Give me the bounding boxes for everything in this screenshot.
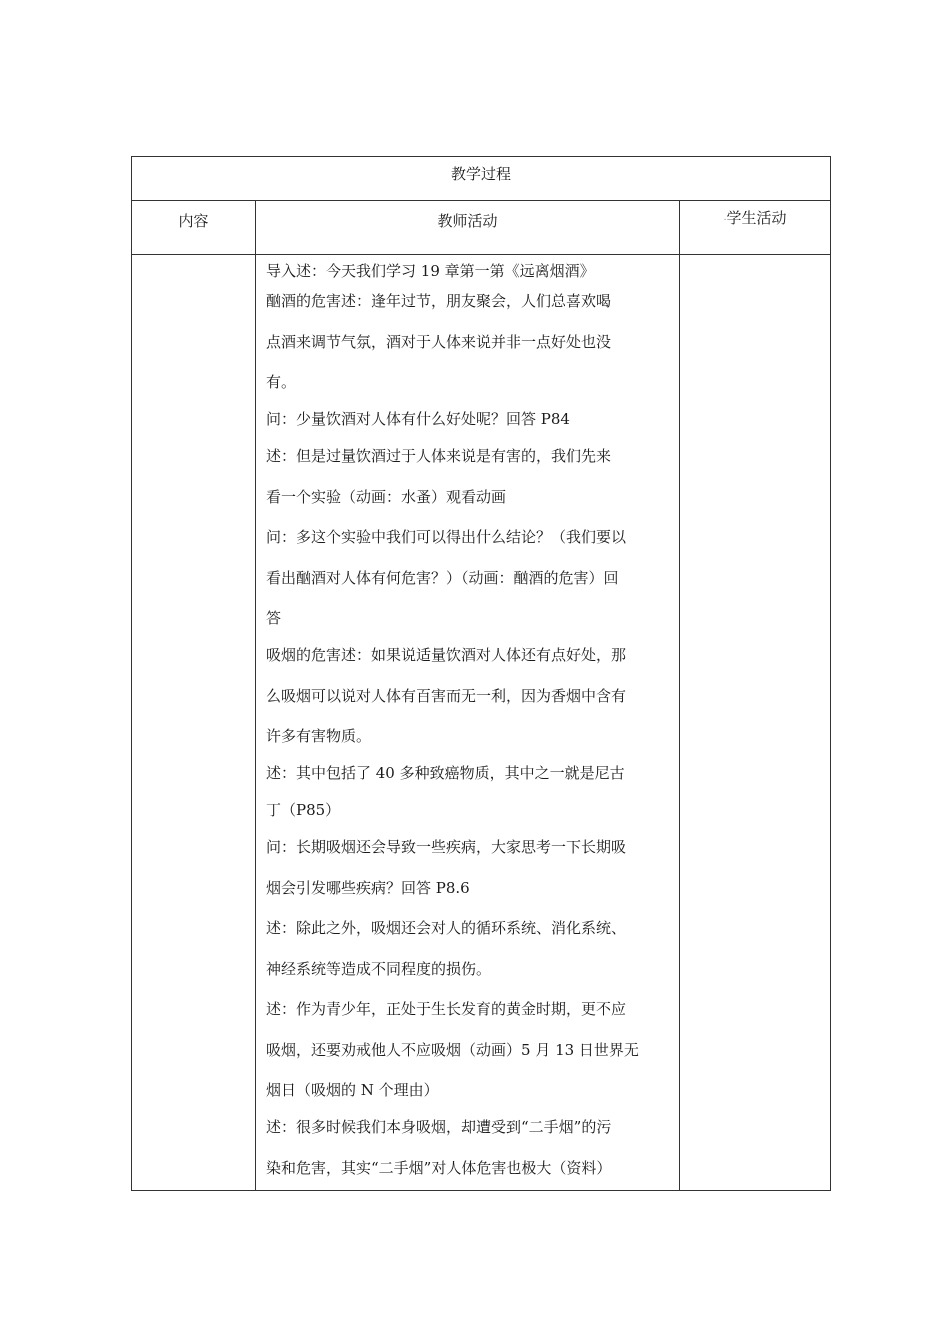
table-title: 教学过程: [132, 157, 831, 201]
lesson-table: [131, 156, 831, 1191]
text-line: 丁（P85）: [266, 801, 341, 819]
text-line: 烟日（吸烟的 N 个理由）: [266, 1081, 439, 1099]
text-line: 看一个实验（动画：水蚤）观看动画: [266, 488, 507, 506]
text-line: 导入述：今天我们学习 19 章第一第《远离烟酒》: [266, 262, 595, 280]
teacher-activity-text: [256, 255, 679, 1190]
text-line: 神经系统等造成不同程度的损伤。: [266, 960, 492, 978]
text-line: 点酒来调节气氛，酒对于人体来说并非一点好处也没: [266, 333, 612, 351]
text-line: 问：多这个实验中我们可以得出什么结论？（我们要以: [266, 528, 627, 546]
text-line: 许多有害物质。: [266, 727, 372, 745]
header-student-label: 学生活动: [726, 209, 787, 227]
edit-mark-icon: .: [723, 213, 727, 223]
text-line: 问：长期吸烟还会导致一些疾病，大家思考一下长期吸: [266, 838, 627, 856]
content-cell: [132, 255, 256, 1191]
text-line: 么吸烟可以说对人体有百害而无一利，因为香烟中含有: [266, 687, 627, 705]
header-teacher-activity: 教师活动: [256, 201, 680, 255]
text-line: 答: [266, 609, 282, 627]
text-line: 述：作为青少年，正处于生长发育的黄金时期，更不应: [266, 1000, 627, 1018]
text-line: 吸烟，还要劝戒他人不应吸烟（动画）5 月 13 日世界无: [266, 1041, 639, 1059]
header-student-activity: [680, 201, 831, 255]
text-line: 述：其中包括了 40 多种致癌物质，其中之一就是尼古: [266, 764, 625, 782]
student-activity-cell: [680, 255, 831, 1191]
text-line: 烟会引发哪些疾病？回答 P8.6: [266, 879, 470, 897]
text-line: 问：少量饮酒对人体有什么好处呢？回答 P84: [266, 410, 570, 428]
text-line: 述：很多时候我们本身吸烟，却遭受到“二手烟”的污: [266, 1118, 612, 1136]
teacher-activity-cell: [256, 255, 680, 1191]
text-line: 有。: [266, 373, 297, 391]
text-line: 酗酒的危害述：逢年过节，朋友聚会，人们总喜欢喝: [266, 292, 612, 310]
text-line: 述：除此之外，吸烟还会对人的循环系统、消化系统、: [266, 919, 627, 937]
text-line: 吸烟的危害述：如果说适量饮酒对人体还有点好处，那: [266, 646, 627, 664]
header-content: 内容: [132, 201, 256, 255]
text-line: 染和危害，其实“二手烟”对人体危害也极大（资料）: [266, 1159, 612, 1177]
text-line: 看出酗酒对人体有何危害？）（动画：酗酒的危害）回: [266, 569, 619, 587]
text-line: 述：但是过量饮酒过于人体来说是有害的，我们先来: [266, 447, 612, 465]
